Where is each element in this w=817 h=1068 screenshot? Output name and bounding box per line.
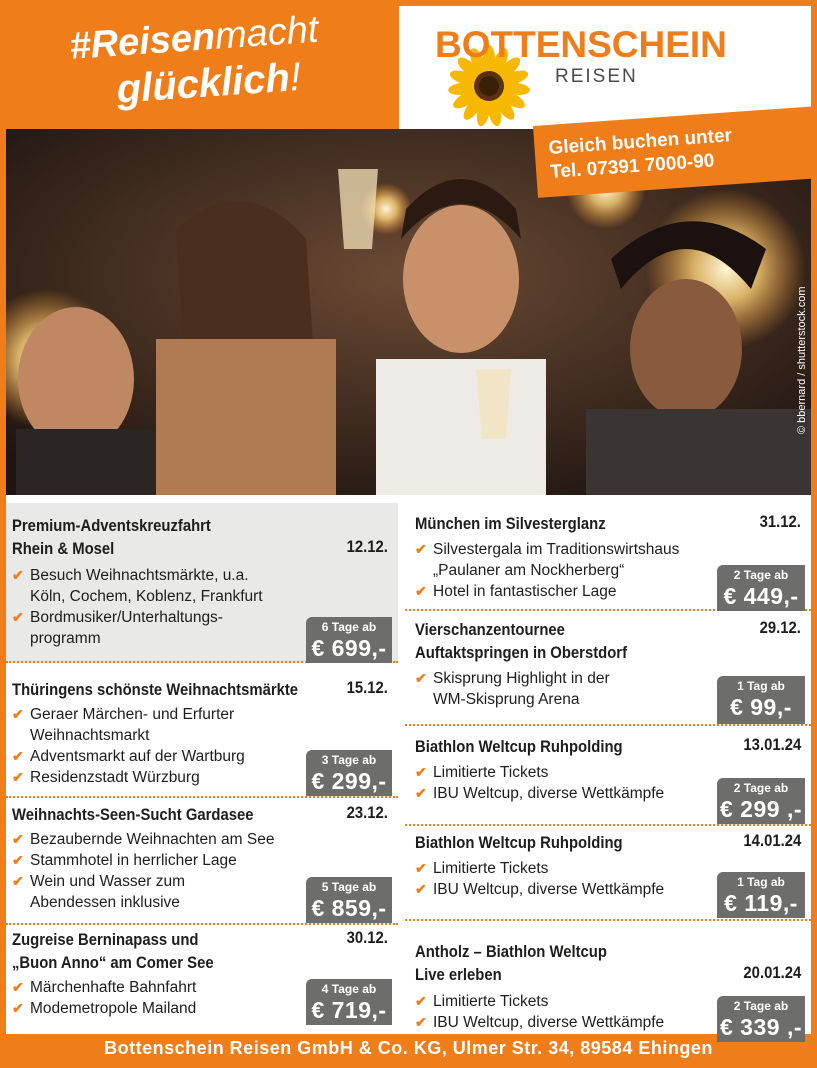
offer-card[interactable] (405, 503, 811, 611)
offer-bullets (415, 668, 610, 710)
offer-title: Antholz – Biathlon Weltcup (415, 943, 607, 961)
offer-date: 20.01.24 (743, 964, 801, 982)
offer-date: 15.12. (346, 679, 388, 697)
check-icon: ✔ (12, 873, 24, 889)
list-item: ✔ Stammhotel in herrlicher Lage (12, 852, 237, 869)
offer-title-line2: „Buon Anno“ am Comer See (12, 954, 214, 972)
offer-card[interactable] (6, 503, 398, 663)
price-duration: 1 Tag ab (737, 875, 785, 889)
price-duration: 2 Tage ab (733, 781, 789, 795)
offer-title-line2: Rhein & Mosel (12, 540, 115, 558)
price-badge (717, 872, 805, 918)
slogan-word: macht (213, 8, 320, 58)
list-item: ✔ Besuch Weihnachtsmärkte, u.a. Köln, Cochem, Koblenz, Frankfurt (12, 567, 263, 605)
offer-title: Zugreise Berninapass und (12, 931, 199, 949)
slogan-line2: glücklich (115, 55, 292, 112)
list-item: ✔ Wein und Wasser zum Abendessen inklusive (12, 873, 186, 911)
check-icon: ✔ (415, 881, 427, 897)
price-duration: 3 Tage ab (321, 753, 377, 767)
booking-line-1: Gleich buchen unter (547, 125, 733, 159)
price-badge (306, 750, 392, 796)
list-item: ✔ Hotel in fantastischer Lage (415, 583, 617, 600)
offer-card[interactable] (405, 611, 811, 726)
offer-bullets (12, 977, 196, 1019)
offer-bullets (415, 539, 679, 602)
check-icon: ✔ (12, 769, 24, 785)
price-amount: € 299 ,- (720, 796, 802, 822)
list-item: ✔ IBU Weltcup, diverse Wettkämpfe (415, 1014, 665, 1031)
check-icon: ✔ (12, 831, 24, 847)
offer-card[interactable] (6, 663, 398, 798)
brand-subtitle: REISEN (555, 66, 638, 87)
offer-bullets (12, 565, 263, 649)
offers-left-column (6, 503, 398, 1031)
list-item: ✔ Skisprung Highlight in der WM-Skisprung Arena (415, 670, 610, 708)
offer-card[interactable] (405, 826, 811, 921)
company-address-footer: Bottenschein Reisen GmbH & Co. KG, Ulmer Str. 34, 89584 Ehingen (104, 1038, 713, 1058)
price-badge (717, 778, 805, 824)
price-badge (717, 676, 805, 724)
offer-date: 23.12. (346, 804, 388, 822)
offer-card[interactable] (6, 798, 398, 925)
check-icon: ✔ (12, 706, 24, 722)
list-item: ✔ Märchenhafte Bahnfahrt (12, 979, 197, 996)
check-icon: ✔ (415, 993, 427, 1009)
offer-title-line2: Live erleben (415, 966, 502, 984)
offer-title: Thüringens schönste Weihnachtsmärkte (12, 681, 299, 699)
list-item: ✔ Limitierte Tickets (415, 860, 549, 877)
offers-right-column (405, 503, 811, 1040)
list-item: ✔ Silvestergala im Traditionswirtshaus „Paulaner am Nockherberg“ (415, 541, 680, 579)
offer-bullets (12, 829, 274, 913)
check-icon: ✔ (12, 979, 24, 995)
price-amount: € 449,- (723, 583, 799, 609)
price-duration: 4 Tage ab (321, 982, 377, 996)
list-item: ✔ Geraer Märchen- und Erfurter Weihnachtsmarkt (12, 706, 235, 744)
offer-title: Weihnachts-Seen-Sucht Gardasee (12, 806, 254, 824)
price-amount: € 99,- (730, 694, 792, 720)
offer-title: Biathlon Weltcup Ruhpolding (415, 834, 623, 852)
slogan-exclaim: ! (288, 54, 303, 100)
list-item: ✔ Bordmusiker/Unterhaltungs- programm (12, 609, 223, 647)
price-badge (306, 877, 392, 923)
check-icon: ✔ (415, 670, 427, 686)
check-icon: ✔ (415, 764, 427, 780)
price-amount: € 299,- (311, 768, 387, 794)
price-amount: € 119,- (724, 890, 798, 916)
check-icon: ✔ (415, 785, 427, 801)
price-amount: € 699,- (311, 635, 387, 661)
offer-bullets (415, 858, 664, 900)
offer-card[interactable] (6, 925, 398, 1031)
offer-title-line2: Auftaktspringen in Oberstdorf (415, 644, 628, 662)
list-item: ✔ Limitierte Tickets (415, 764, 549, 781)
price-duration: 5 Tage ab (321, 880, 377, 894)
slogan-hashtag: #Reisen (68, 15, 217, 68)
list-item: ✔ Residenzstadt Würzburg (12, 769, 200, 786)
list-item: ✔ Bezaubernde Weihnachten am See (12, 831, 275, 848)
price-duration: 2 Tage ab (733, 568, 789, 582)
offer-date: 29.12. (759, 619, 801, 637)
booking-phone: Tel. 07391 7000-90 (549, 150, 716, 183)
slogan-panel (6, 6, 399, 129)
price-amount: € 859,- (311, 895, 387, 921)
list-item: ✔ Adventsmarkt auf der Wartburg (12, 748, 245, 765)
price-badge (306, 979, 392, 1025)
price-badge (717, 565, 805, 611)
check-icon: ✔ (12, 852, 24, 868)
list-item: ✔ Limitierte Tickets (415, 993, 549, 1010)
check-icon: ✔ (12, 1000, 24, 1016)
offer-title: Vierschanzentournee (415, 621, 565, 639)
offer-bullets (415, 762, 664, 804)
price-duration: 1 Tag ab (737, 679, 785, 693)
check-icon: ✔ (415, 860, 427, 876)
offer-date: 13.01.24 (743, 736, 801, 754)
price-duration: 2 Tage ab (733, 999, 789, 1013)
brand-name: BOTTENSCHEIN (435, 24, 727, 65)
offer-bullets (12, 704, 245, 788)
list-item: ✔ IBU Weltcup, diverse Wettkämpfe (415, 785, 665, 802)
offer-bullets (415, 991, 664, 1033)
check-icon: ✔ (415, 541, 427, 557)
list-item: ✔ Modemetropole Mailand (12, 1000, 197, 1017)
offer-title: Biathlon Weltcup Ruhpolding (415, 738, 623, 756)
offer-card[interactable] (405, 726, 811, 826)
price-duration: 6 Tage ab (321, 620, 377, 634)
price-amount: € 339 ,- (720, 1014, 802, 1040)
photo-credit: © bbernard / shutterstock.com (796, 286, 808, 434)
price-amount: € 719,- (311, 997, 387, 1023)
offer-title: Premium-Adventskreuzfahrt (12, 517, 211, 535)
check-icon: ✔ (415, 1014, 427, 1030)
offer-date: 14.01.24 (743, 832, 801, 850)
offer-date: 30.12. (346, 929, 388, 947)
price-badge (306, 617, 392, 663)
offer-date: 12.12. (346, 538, 388, 556)
check-icon: ✔ (12, 748, 24, 764)
list-item: ✔ IBU Weltcup, diverse Wettkämpfe (415, 881, 665, 898)
check-icon: ✔ (12, 609, 24, 625)
slogan (68, 7, 323, 116)
offer-card[interactable] (405, 921, 811, 1040)
offer-date: 31.12. (759, 513, 801, 531)
check-icon: ✔ (415, 583, 427, 599)
check-icon: ✔ (12, 567, 24, 583)
offer-title: München im Silvesterglanz (415, 515, 606, 533)
